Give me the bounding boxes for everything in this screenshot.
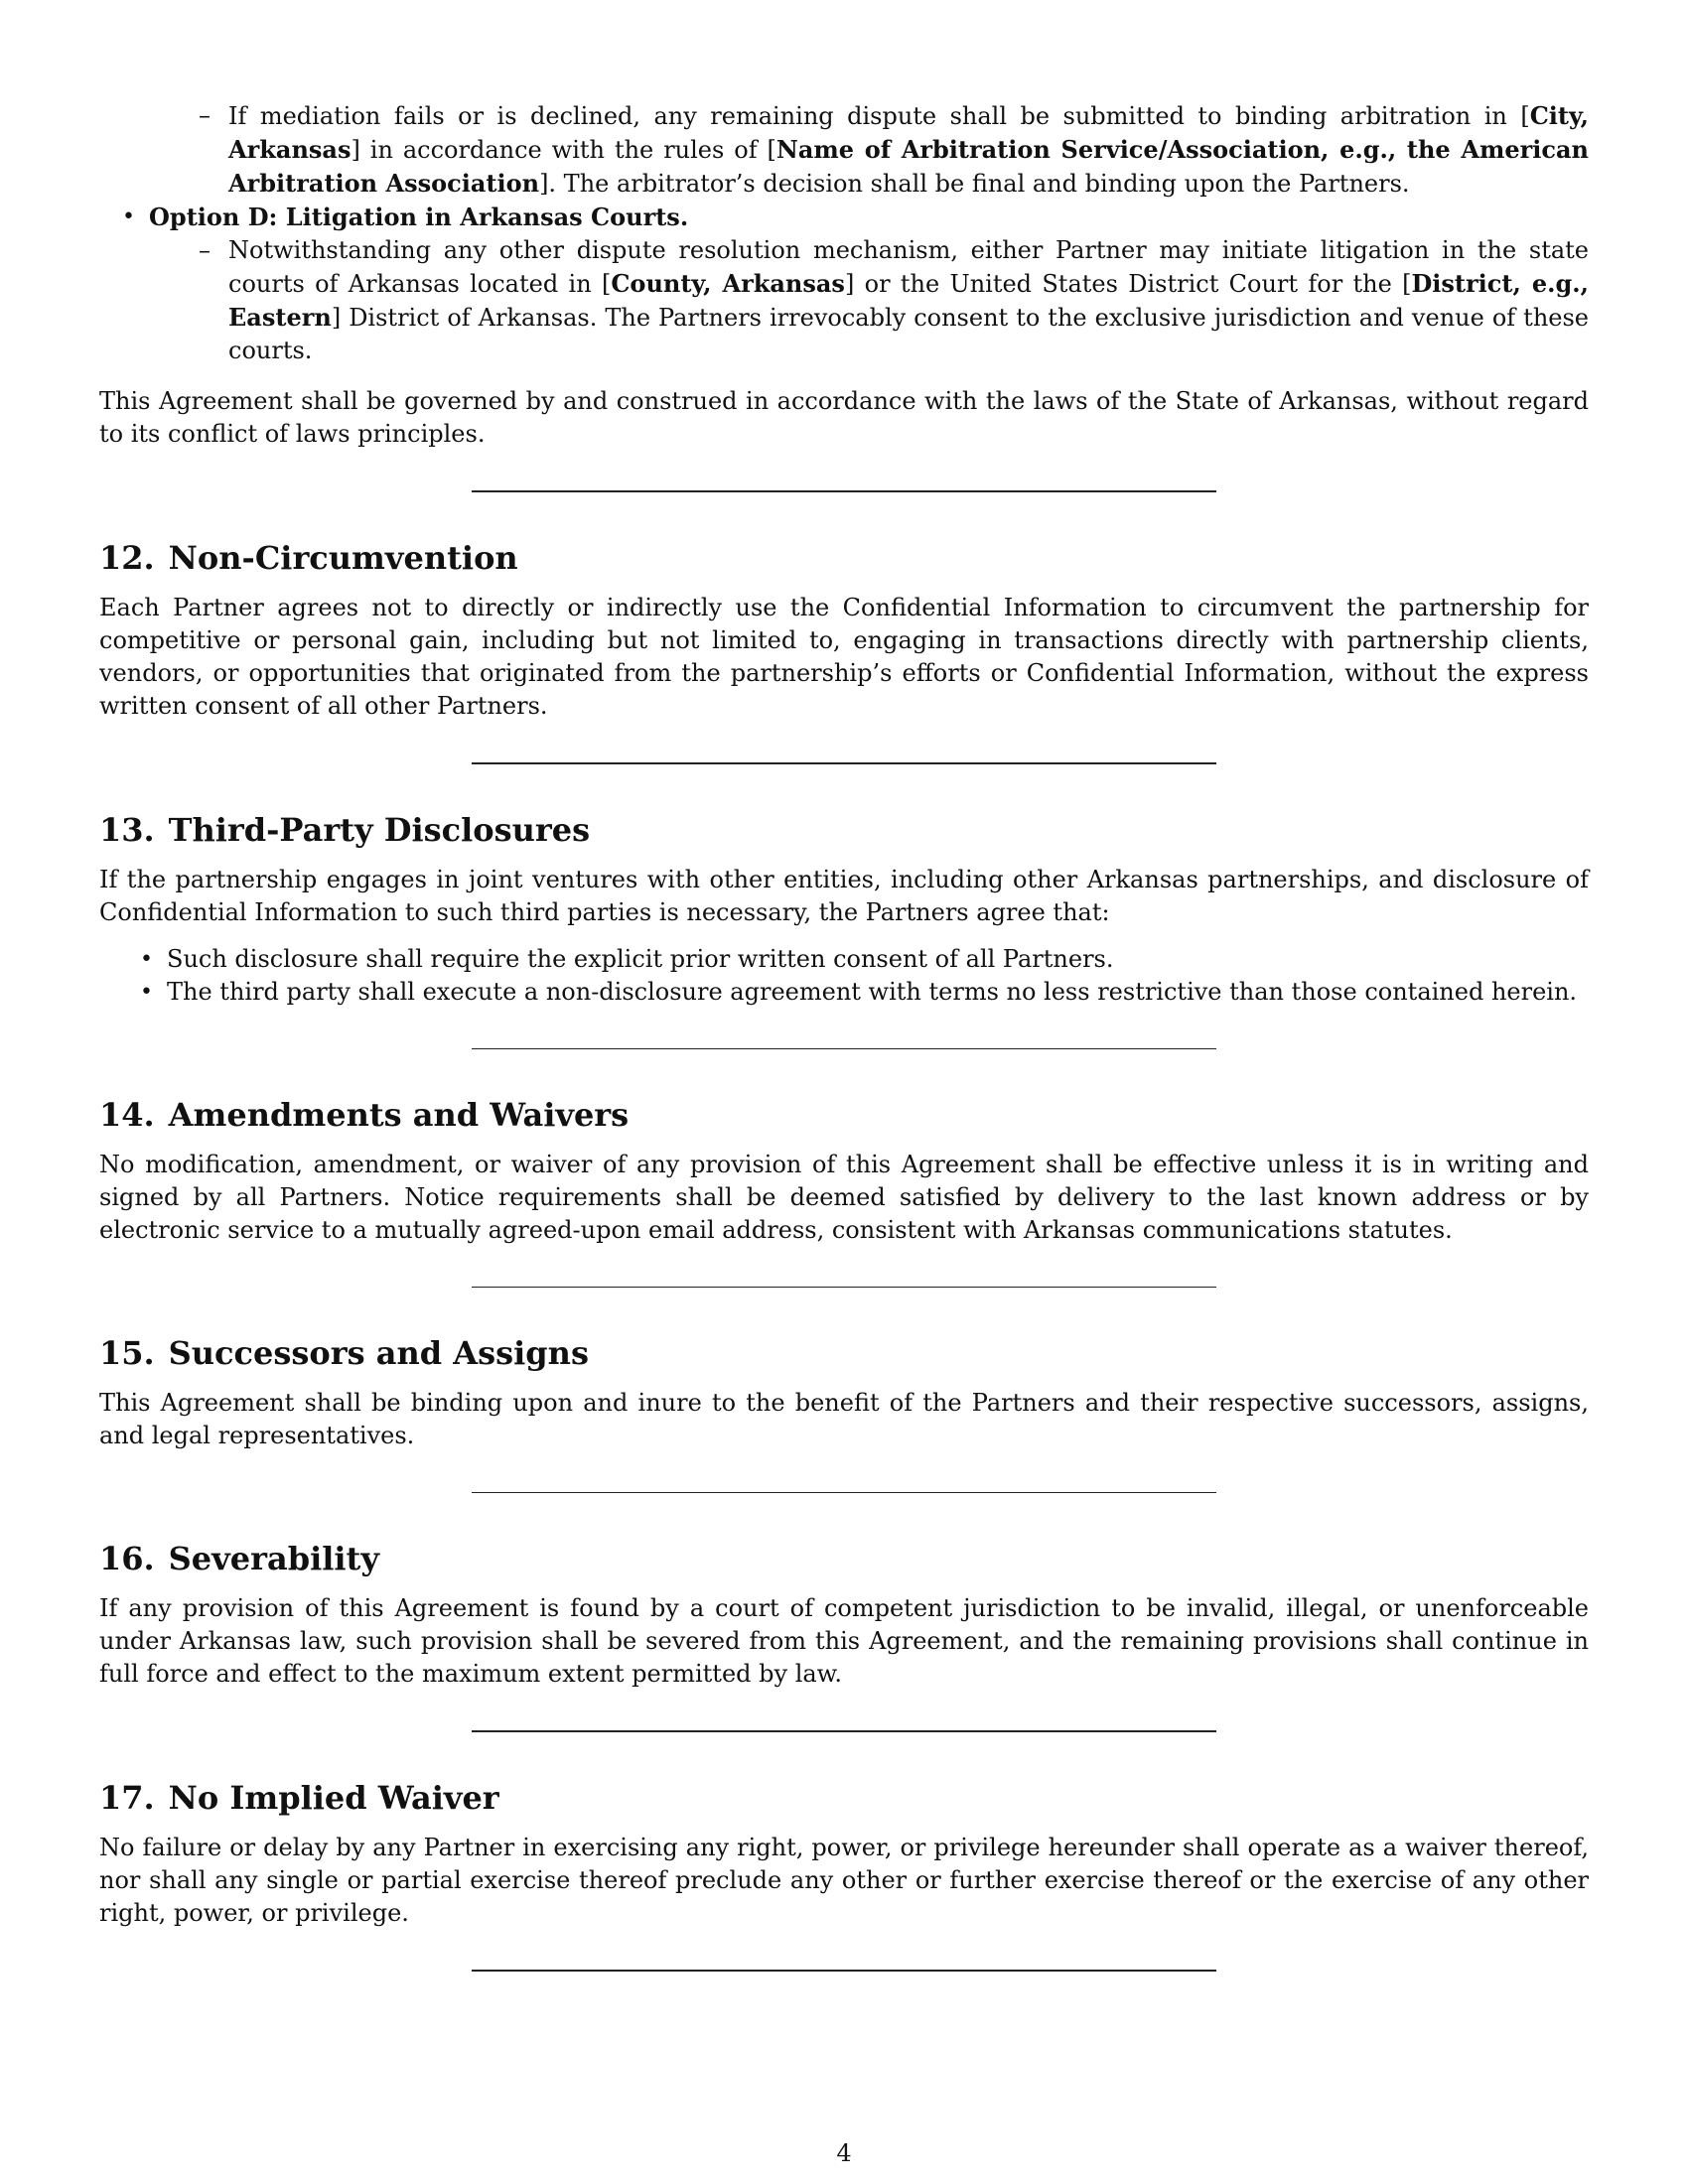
section-12-body: Each Partner agrees not to directly or indirectly use the Confidential Information to circumvent the partnership for competitive or personal gain, including but not limited to, engaging in transactions directly with partnership clients, vendors, or opportunities that originated from the partnership’s efforts or Confidential Information, without the express written consent of all other Partners. — [99, 594, 1589, 720]
option-d-title: Option D: Litigation in Arkansas Courts. — [149, 203, 689, 231]
section-divider — [472, 1730, 1216, 1732]
list-item: • Such disclosure shall require the explicit prior written consent of all Partners. — [167, 943, 1589, 976]
arbitration-service-placeholder: Name of Arbitration Service/Association, e.g., the American Arbitration Association — [228, 135, 1589, 198]
section-13-heading: 13. Third-Party Disclosures — [99, 811, 591, 849]
district-placeholder: District, e.g., Eastern — [228, 269, 1589, 332]
county-placeholder: County, Arkansas — [611, 269, 845, 298]
option-d-item — [149, 201, 1589, 234]
option-d-list — [99, 201, 1589, 234]
section-13-body: If the partnership engages in joint ventures with other entities, including other Arkansas partnerships, and disclosure of Confidential Information to such third parties is necessary, the Partners agree that: — [99, 866, 1589, 926]
section-divider — [472, 762, 1216, 764]
option-d-litigation-item: – Notwithstanding any other dispute resolution mechanism, either Partner may initiate litigation in the state courts of Arkansas located in [County, Arkansas] or the United States District Court for the [District, e.g., Eastern] District of Arkansas. The Partners irrevocably consent to the exclusive jurisdiction and venue of these courts. — [228, 234, 1589, 367]
section-14-body: No modification, amendment, or waiver of any provision of this Agreement shall be effective unless it is in writing and signed by all Partners. Notice requirements shall be deemed satisfied by delivery to the last known address or by electronic service to a mutually agreed-upon email address, consistent with Arkansas communications statutes. — [99, 1151, 1589, 1244]
section-12-heading: 12. Non-Circumvention — [99, 539, 518, 577]
option-d-sublist — [228, 234, 1589, 367]
governing-law-paragraph: This Agreement shall be governed by and construed in accordance with the laws of the State of Arkansas, without regard to its conflict of laws principles. — [99, 387, 1589, 448]
section-16-heading: 16. Severability — [99, 1540, 379, 1577]
section-13-bullet-list — [99, 943, 1589, 1009]
section-divider — [472, 1048, 1216, 1049]
section-15-body: This Agreement shall be binding upon and inure to the benefit of the Partners and their respective successors, assigns, and legal representatives. — [99, 1389, 1589, 1449]
option-c-arbitration-item: – If mediation fails or is declined, any remaining dispute shall be submitted to binding arbitration in [City, Arkansas] in accordance with the rules of [Name of Arbitration Service/Association, e.g., the American Arbitration Association]. The arbitrator’s decision shall be final and binding upon the Partners. — [228, 99, 1589, 201]
section-divider — [472, 1970, 1216, 1972]
section-14-heading: 14. Amendments and Waivers — [99, 1096, 630, 1134]
section-17-body: No failure or delay by any Partner in exercising any right, power, or privilege hereunder shall operate as a waiver thereof, nor shall any single or partial exercise thereof preclude any other or further exercise thereof or the exercise of any other right, power, or privilege. — [99, 1834, 1589, 1927]
section-divider — [472, 1492, 1216, 1493]
document-page — [99, 99, 1589, 1972]
city-placeholder: City, Arkansas — [228, 101, 1589, 164]
option-c-sublist — [228, 99, 1589, 201]
section-divider — [472, 490, 1216, 492]
section-divider — [472, 1287, 1216, 1288]
list-item: • The third party shall execute a non-disclosure agreement with terms no less restrictive than those contained herein. — [167, 976, 1589, 1009]
section-16-body: If any provision of this Agreement is found by a court of competent jurisdiction to be invalid, illegal, or unenforceable under Arkansas law, such provision shall be severed from this Agreement, and the remaining provisions shall continue in full force and effect to the maximum extent permitted by law. — [99, 1594, 1589, 1688]
page-number: 4 — [836, 2139, 852, 2167]
section-17-heading: 17. No Implied Waiver — [99, 1779, 499, 1817]
section-15-heading: 15. Successors and Assigns — [99, 1334, 589, 1372]
